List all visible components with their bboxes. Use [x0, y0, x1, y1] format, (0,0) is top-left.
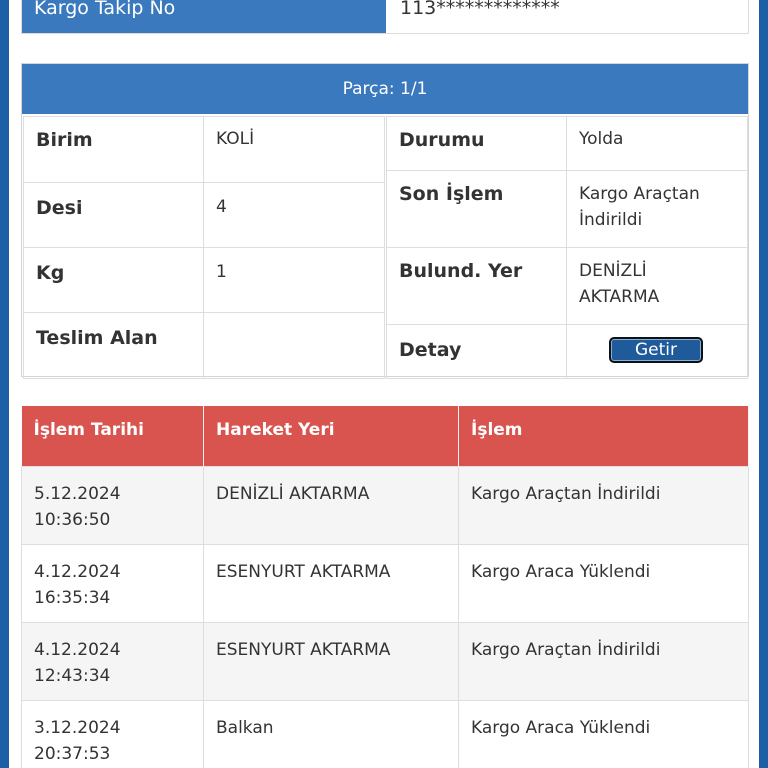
fetch-detail-button[interactable]: Getir	[609, 337, 703, 363]
history-action-cell: Kargo Araca Yüklendi	[459, 544, 749, 622]
desi-label: Desi	[24, 183, 204, 248]
parcel-right-table	[386, 116, 748, 379]
history-action-cell: Kargo Araçtan İndirildi	[459, 622, 749, 700]
history-table	[21, 406, 749, 768]
history-header-date: İşlem Tarihi	[22, 406, 204, 466]
last-operation-line2: İndirildi	[579, 210, 643, 230]
history-date-cell: 3.12.2024 20:37:53	[22, 700, 204, 768]
detail-cell	[567, 325, 748, 379]
kg-label: Kg	[24, 248, 204, 313]
status-value: Yolda	[567, 117, 748, 171]
table-row	[22, 544, 749, 622]
parcel-left-table	[23, 116, 385, 379]
history-date-cell: 4.12.2024 16:35:34	[22, 544, 204, 622]
receiver-value	[204, 313, 385, 379]
history-place-cell: DENİZLİ AKTARMA	[204, 466, 459, 544]
tracking-number-label: Kargo Takip No	[22, 0, 386, 33]
unit-value: KOLİ	[204, 117, 385, 183]
history-action-cell: Kargo Araca Yüklendi	[459, 700, 749, 768]
tracking-panel	[9, 0, 759, 768]
status-label: Durumu	[387, 117, 567, 171]
location-line1: DENİZLİ	[579, 261, 647, 281]
history-action-cell: Kargo Araçtan İndirildi	[459, 466, 749, 544]
location-label: Bulund. Yer	[387, 248, 567, 325]
tracking-number-value: 113*************	[386, 0, 748, 33]
history-date-cell: 5.12.2024 10:36:50	[22, 466, 204, 544]
receiver-label: Teslim Alan	[24, 313, 204, 379]
last-operation-label: Son İşlem	[387, 171, 567, 248]
history-place-cell: Balkan	[204, 700, 459, 768]
parcel-header: Parça: 1/1	[22, 64, 748, 114]
history-date-cell: 4.12.2024 12:43:34	[22, 622, 204, 700]
location-value	[567, 248, 748, 325]
history-header-place: Hareket Yeri	[204, 406, 459, 466]
table-row	[22, 466, 749, 544]
table-row	[22, 622, 749, 700]
desi-value: 4	[204, 183, 385, 248]
detail-label: Detay	[387, 325, 567, 379]
history-place-cell: ESENYURT AKTARMA	[204, 622, 459, 700]
history-header-action: İşlem	[459, 406, 749, 466]
history-place-cell: ESENYURT AKTARMA	[204, 544, 459, 622]
location-line2: AKTARMA	[579, 287, 660, 307]
parcel-info-box	[21, 63, 749, 377]
tracking-number-row	[21, 0, 749, 34]
kg-value: 1	[204, 248, 385, 313]
unit-label: Birim	[24, 117, 204, 183]
last-operation-line1: Kargo Araçtan	[579, 184, 700, 204]
last-operation-value	[567, 171, 748, 248]
table-row	[22, 700, 749, 768]
